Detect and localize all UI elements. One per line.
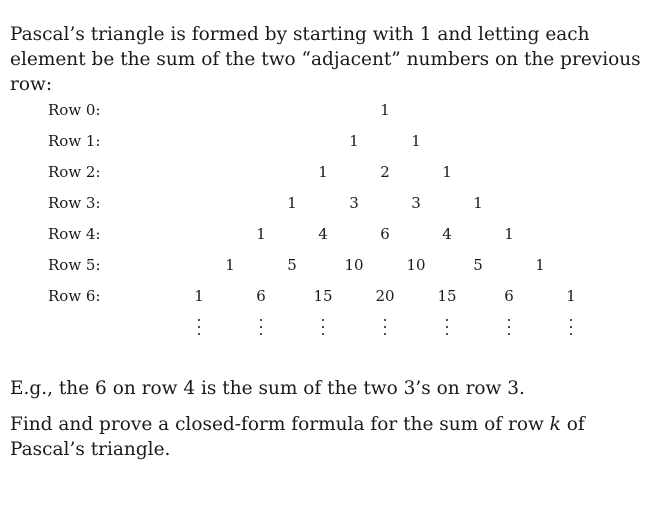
task-variable: k	[549, 414, 561, 435]
triangle-entry: 4	[318, 225, 328, 243]
row-label: Row 4:	[48, 225, 101, 243]
triangle-entry: 15	[437, 287, 457, 305]
triangle-entry: 1	[535, 256, 545, 274]
triangle-entry: 5	[473, 256, 483, 274]
triangle-entry: 5	[287, 256, 297, 274]
triangle-entry: 1	[566, 287, 576, 305]
vertical-ellipsis	[196, 319, 202, 337]
triangle-entry: 15	[313, 287, 333, 305]
triangle-entry: 1	[411, 132, 421, 150]
row-label: Row 2:	[48, 163, 101, 181]
task-paragraph	[10, 412, 650, 462]
row-label: Row 5:	[48, 256, 101, 274]
triangle-entry: 1	[256, 225, 266, 243]
triangle-entry: 3	[349, 194, 359, 212]
row-label: Row 3:	[48, 194, 101, 212]
row-label: Row 0:	[48, 101, 101, 119]
triangle-entry: 3	[411, 194, 421, 212]
triangle-entry: 6	[504, 287, 514, 305]
triangle-entry: 1	[442, 163, 452, 181]
triangle-entry: 1	[318, 163, 328, 181]
row-label: Row 1:	[48, 132, 101, 150]
vertical-ellipsis	[444, 319, 450, 337]
triangle-entry: 6	[380, 225, 390, 243]
vertical-ellipsis	[382, 319, 388, 337]
vertical-ellipsis	[320, 319, 326, 337]
triangle-entry: 1	[504, 225, 514, 243]
triangle-entry: 1	[380, 101, 390, 119]
example-paragraph: E.g., the 6 on row 4 is the sum of the two 3’s on row 3.	[10, 378, 525, 399]
task-text-after: of Pascal’s triangle.	[10, 414, 585, 460]
triangle-entry: 1	[473, 194, 483, 212]
triangle-entry: 10	[406, 256, 426, 274]
triangle-entry: 6	[256, 287, 266, 305]
triangle-entry: 2	[380, 163, 390, 181]
triangle-entry: 4	[442, 225, 452, 243]
triangle-entry: 1	[349, 132, 359, 150]
vertical-ellipsis	[506, 319, 512, 337]
intro-paragraph: Pascal’s triangle is formed by starting with 1 and letting each element be the sum of the two “adjacent” numbers on the previous row:	[10, 24, 641, 95]
triangle-entry: 1	[225, 256, 235, 274]
triangle-entry: 10	[344, 256, 364, 274]
triangle-entry: 1	[287, 194, 297, 212]
triangle-entry: 1	[194, 287, 204, 305]
vertical-ellipsis	[258, 319, 264, 337]
triangle-entry: 20	[375, 287, 395, 305]
task-text-before: Find and prove a closed-form formula for the sum of row	[10, 414, 550, 435]
vertical-ellipsis	[568, 319, 574, 337]
row-label: Row 6:	[48, 287, 101, 305]
